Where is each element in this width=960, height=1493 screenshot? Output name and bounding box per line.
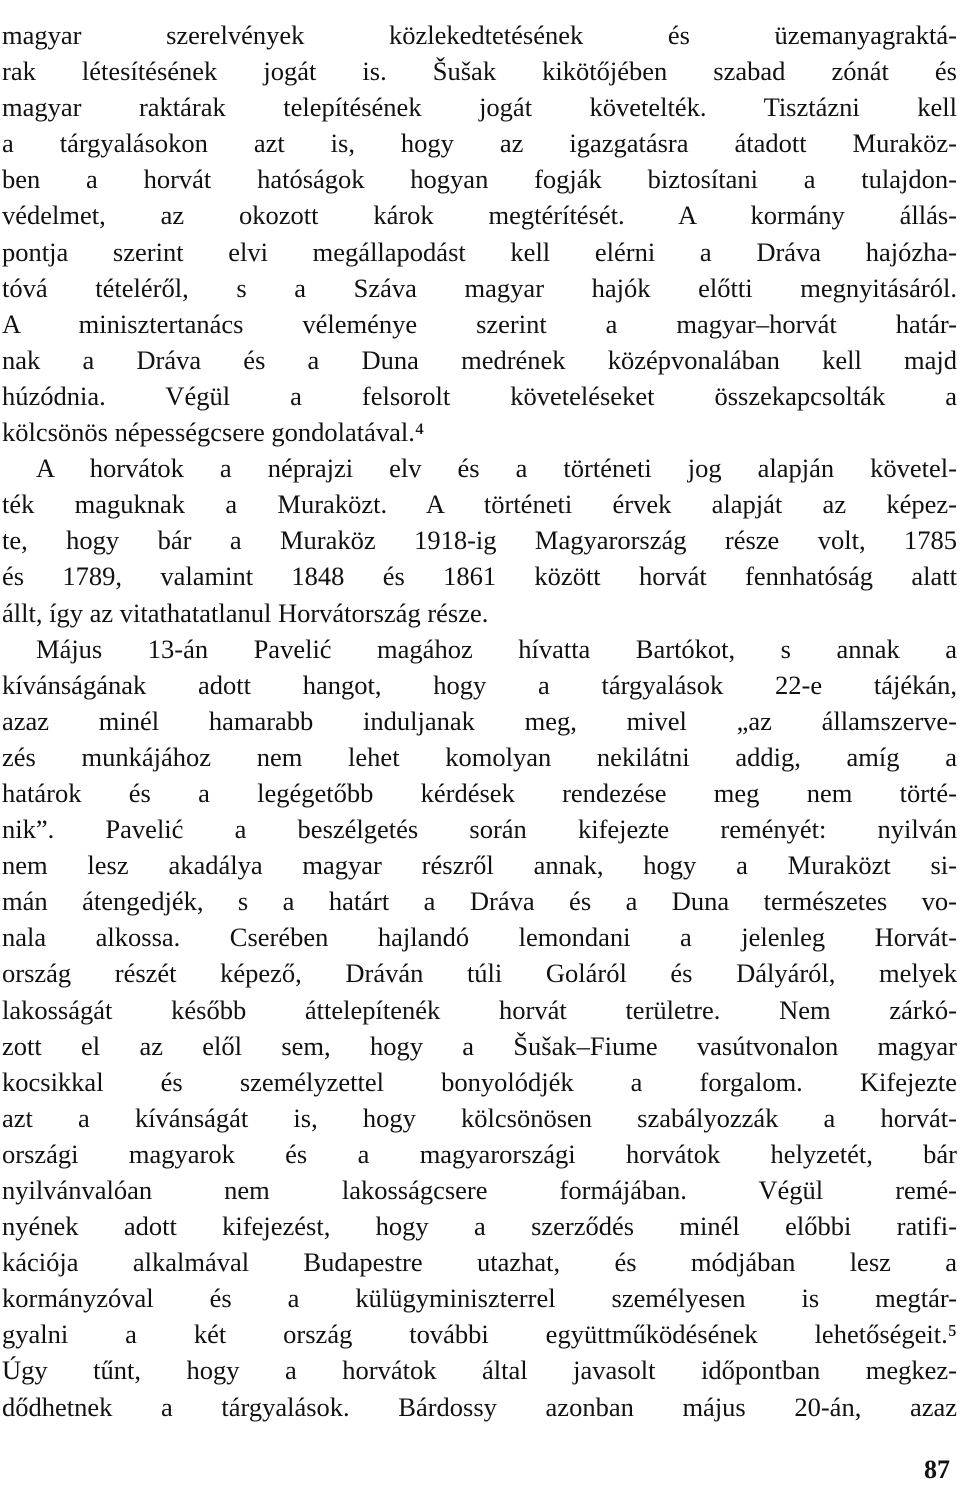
text-line: kormányzóval és a külügyminiszterrel személyesen is megtár- xyxy=(2,1283,957,1314)
text-line: a tárgyalásokon azt is, hogy az igazgatásra átadott Muraköz- xyxy=(2,128,957,159)
text-line: rak létesítésének jogát is. Šušak kikötőjében szabad zónát és xyxy=(2,56,957,87)
text-line: zott el az elől sem, hogy a Šušak–Fiume vasútvonalon magyar xyxy=(2,1030,957,1061)
text-line: kációja alkalmával Budapestre utazhat, és módjában lesz a xyxy=(2,1247,957,1278)
text-line: ték maguknak a Muraközt. A történeti érvek alapját az képez- xyxy=(2,489,957,520)
text-line: Úgy tűnt, hogy a horvátok által javasolt időpontban megkez- xyxy=(2,1355,957,1386)
text-line: mán átengedjék, s a határt a Dráva és a Duna természetes vo- xyxy=(2,886,957,917)
text-line: gyalni a két ország további együttműködésének lehetőségeit.⁵ xyxy=(2,1319,957,1350)
text-line: A horvátok a néprajzi elv és a történeti jog alapján követel- xyxy=(36,453,957,484)
text-line: nik”. Pavelić a beszélgetés során kifejezte reményét: nyilván xyxy=(2,814,957,845)
text-line: dődhetnek a tárgyalások. Bárdossy azonban május 20-án, azaz xyxy=(2,1391,957,1422)
text-line: kölcsönös népességcsere gondolatával.⁴ xyxy=(2,417,425,448)
text-line: nak a Dráva és a Duna medrének középvonalában kell majd xyxy=(2,344,957,375)
text-line: ben a horvát hatóságok hogyan fogják biztosítani a tulajdon- xyxy=(2,164,957,195)
text-line: azt a kívánságát is, hogy kölcsönösen szabályozzák a horvát- xyxy=(2,1102,957,1133)
text-line: lakosságát később áttelepítenék horvát területre. Nem zárkó- xyxy=(2,994,957,1025)
text-line: határok és a legégetőbb kérdések rendezése meg nem törté- xyxy=(2,777,957,808)
text-line: Május 13-án Pavelić magához hívatta Bartókot, s annak a xyxy=(36,633,957,664)
text-line: magyar szerelvények közlekedtetésének és üzemanyagraktá- xyxy=(2,20,957,50)
text-line: nyilvánvalóan nem lakosságcsere formájában. Végül remé- xyxy=(2,1175,957,1205)
text-line: kívánságának adott hangot, hogy a tárgyalások 22-e tájékán, xyxy=(2,669,957,700)
page-number: 87 xyxy=(924,1455,950,1484)
text-line: országi magyarok és a magyarországi horvátok helyzetét, bár xyxy=(2,1138,957,1169)
text-line: nyének adott kifejezést, hogy a szerződés minél előbbi ratifi- xyxy=(2,1211,957,1242)
text-line: ország részét képező, Dráván túli Goláról és Dályáról, melyek xyxy=(2,958,957,989)
text-line: nem lesz akadálya magyar részről annak, hogy a Muraközt si- xyxy=(2,850,957,881)
text-line: nala alkossa. Cserében hajlandó lemondani a jelenleg Horvát- xyxy=(2,922,957,953)
text-line: pontja szerint elvi megállapodást kell elérni a Dráva hajózha- xyxy=(2,236,957,267)
text-line: tóvá tételéről, s a Száva magyar hajók előtti megnyitásáról. xyxy=(2,272,957,303)
text-line: A minisztertanács véleménye szerint a magyar–horvát határ- xyxy=(2,308,957,339)
text-line: te, hogy bár a Muraköz 1918-ig Magyarország része volt, 1785 xyxy=(2,525,957,556)
text-line: és 1789, valamint 1848 és 1861 között horvát fennhatóság alatt xyxy=(2,561,957,592)
text-line: magyar raktárak telepítésének jogát követelték. Tisztázni kell xyxy=(2,92,957,123)
text-line: zés munkájához nem lehet komolyan nekilátni addig, amíg a xyxy=(2,741,957,772)
text-line: azaz minél hamarabb induljanak meg, mivel „az államszerve- xyxy=(2,705,957,736)
text-line: húzódnia. Végül a felsorolt követeléseket összekapcsolták a xyxy=(2,380,957,411)
text-line: védelmet, az okozott károk megtérítését. A kormány állás- xyxy=(2,200,957,231)
text-line: állt, így az vitathatatlanul Horvátország része. xyxy=(2,597,489,628)
text-line: kocsikkal és személyzettel bonyolódjék a forgalom. Kifejezte xyxy=(2,1066,957,1097)
body-text xyxy=(2,17,957,1425)
